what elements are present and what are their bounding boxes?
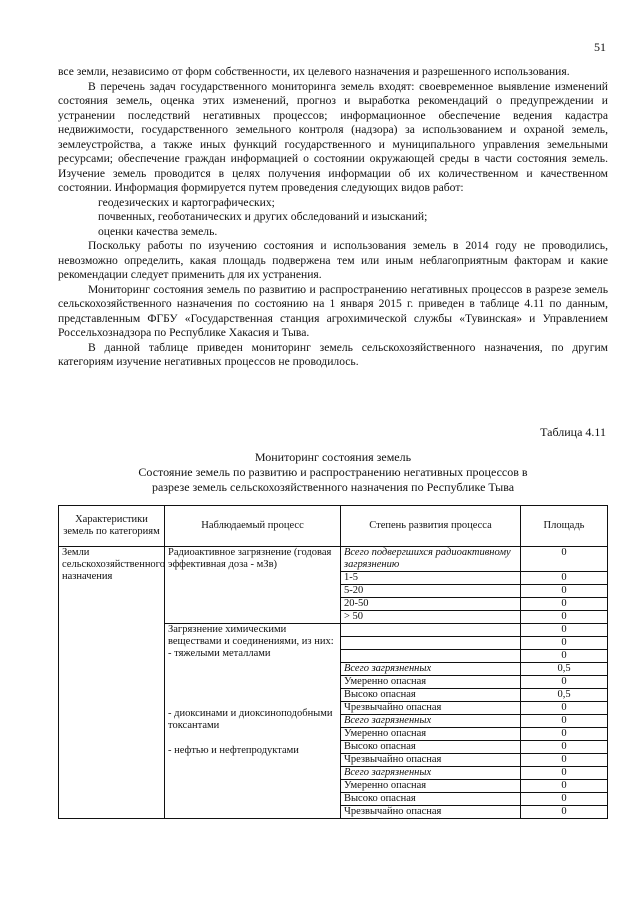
table-subtitle-line-1: Состояние земель по развитию и распространению негативных процессов в: [138, 465, 528, 479]
degree-cell: Чрезвычайно опасная: [341, 702, 521, 715]
process-dioxins: - диоксинами и диоксиноподобными токсантами: [168, 708, 333, 731]
list-item: геодезических и картографических;: [98, 195, 275, 209]
area-cell: 0,5: [521, 663, 608, 676]
degree-cell: [341, 650, 521, 663]
area-cell: 0: [521, 754, 608, 767]
table-label: Таблица 4.11: [540, 425, 606, 439]
area-cell: 0: [521, 767, 608, 780]
table-subtitle-line-2: разрезе земель сельскохозяйственного назначения по Республике Тыва: [151, 480, 515, 494]
process-chemical-label: Загрязнение химическими веществами и соединениями, из них:: [168, 624, 334, 647]
monitoring-table: [58, 505, 608, 819]
area-cell: 0: [521, 676, 608, 689]
table-title: Мониторинг состояния земель: [254, 450, 412, 464]
degree-cell: Умеренно опасная: [341, 780, 521, 793]
degree-cell: > 50: [341, 611, 521, 624]
area-cell: 0: [521, 806, 608, 819]
degree-cell: Умеренно опасная: [341, 676, 521, 689]
area-cell: 0: [521, 793, 608, 806]
process-radioactive: Радиоактивное загрязнение (годовая эффективная доза - мЗв): [165, 547, 341, 624]
area-cell: 0,5: [521, 689, 608, 702]
process-oil: - нефтью и нефтепродуктами: [168, 745, 299, 756]
spacer: [168, 732, 337, 745]
degree-cell: Чрезвычайно опасная: [341, 806, 521, 819]
area-cell: 0: [521, 547, 608, 572]
process-chemical: [165, 624, 341, 819]
degree-cell: Всего загрязненных: [341, 715, 521, 728]
paragraph: В данной таблице приведен мониторинг земель сельскохозяйственного назначения, по другим категориям изучение негативных процессов не проводилось.: [58, 340, 608, 368]
list-item: оценки качества земель.: [98, 224, 218, 238]
list-item: почвенных, геоботанических и других обследований и изысканий;: [98, 210, 428, 223]
degree-cell: Всего подвергшихся радиоактивному загрязнению: [341, 547, 521, 572]
header-degree: Степень развития процесса: [341, 506, 521, 547]
degree-cell: Всего загрязненных: [341, 663, 521, 676]
degree-cell: Высоко опасная: [341, 689, 521, 702]
header-area: Площадь: [521, 506, 608, 547]
area-cell: 0: [521, 780, 608, 793]
area-cell: 0: [521, 598, 608, 611]
table-row: [59, 547, 608, 572]
process-heavy-metals: - тяжелыми металлами: [168, 648, 271, 659]
header-category: Характеристики земель по категориям: [59, 506, 165, 547]
paragraph: Мониторинг состояния земель по развитию и распространению негативных процессов в разрезе земель сельскохозяйственного назначения по состоянию на 1 января 2015 г. приведен в таблице 4.11 по данным, представленным ФГБУ «Государственная станция агрохимической службы «Тувинская» и Управлением Россельхознадзора по Республике Хакасия и Тыва.: [58, 282, 608, 339]
paragraph: все земли, независимо от форм собственности, их целевого назначения и разрешенного использования.: [58, 65, 570, 78]
table-titles: [58, 450, 608, 495]
area-cell: 0: [521, 715, 608, 728]
area-cell: 0: [521, 572, 608, 585]
area-cell: 0: [521, 702, 608, 715]
degree-cell: 1-5: [341, 572, 521, 585]
area-cell: 0: [521, 624, 608, 637]
area-cell: 0: [521, 585, 608, 598]
area-cell: 0: [521, 650, 608, 663]
body-text: [58, 65, 608, 370]
degree-cell: Высоко опасная: [341, 741, 521, 754]
category-cell: Земли сельскохозяйственного назначения: [59, 547, 165, 819]
area-cell: 0: [521, 637, 608, 650]
degree-cell: [341, 624, 521, 637]
degree-cell: 5-20: [341, 585, 521, 598]
area-cell: 0: [521, 611, 608, 624]
header-process: Наблюдаемый процесс: [165, 506, 341, 547]
degree-cell: 20-50: [341, 598, 521, 611]
degree-cell: Чрезвычайно опасная: [341, 754, 521, 767]
degree-cell: Всего загрязненных: [341, 767, 521, 780]
degree-cell: Высоко опасная: [341, 793, 521, 806]
paragraph: Поскольку работы по изучению состояния и использования земель в 2014 году не проводились, невозможно определить, какая площадь подвержена тем или иным неблагоприятным факторам и какие рекомендации следует применить для их устранения.: [58, 239, 608, 281]
paragraph: В перечень задач государственного мониторинга земель входят: своевременное выявление изменений состояния земель, оценка этих изменений, прогноз и выработка рекомендаций о предупреждении и устранении последствий негативных процессов; информационное обеспечение ведения кадастра недвижимости, государственного земельного контроля (надзора) за использованием и охраной земель, землеустройства, а также иных функций государственного и муниципального управления земельными ресурсами; обеспечение граждан информацией о состоянии окружающей среды в части состояния земель. Изучение земель проводится в целях получения информации об их количественном и качественном состоянии. Информация формируется путем проведения следующих видов работ:: [58, 79, 608, 194]
area-cell: 0: [521, 728, 608, 741]
table-body: [59, 547, 608, 819]
degree-cell: Умеренно опасная: [341, 728, 521, 741]
area-cell: 0: [521, 741, 608, 754]
spacer: [168, 660, 337, 708]
degree-cell: [341, 637, 521, 650]
page-number: 51: [594, 40, 606, 54]
